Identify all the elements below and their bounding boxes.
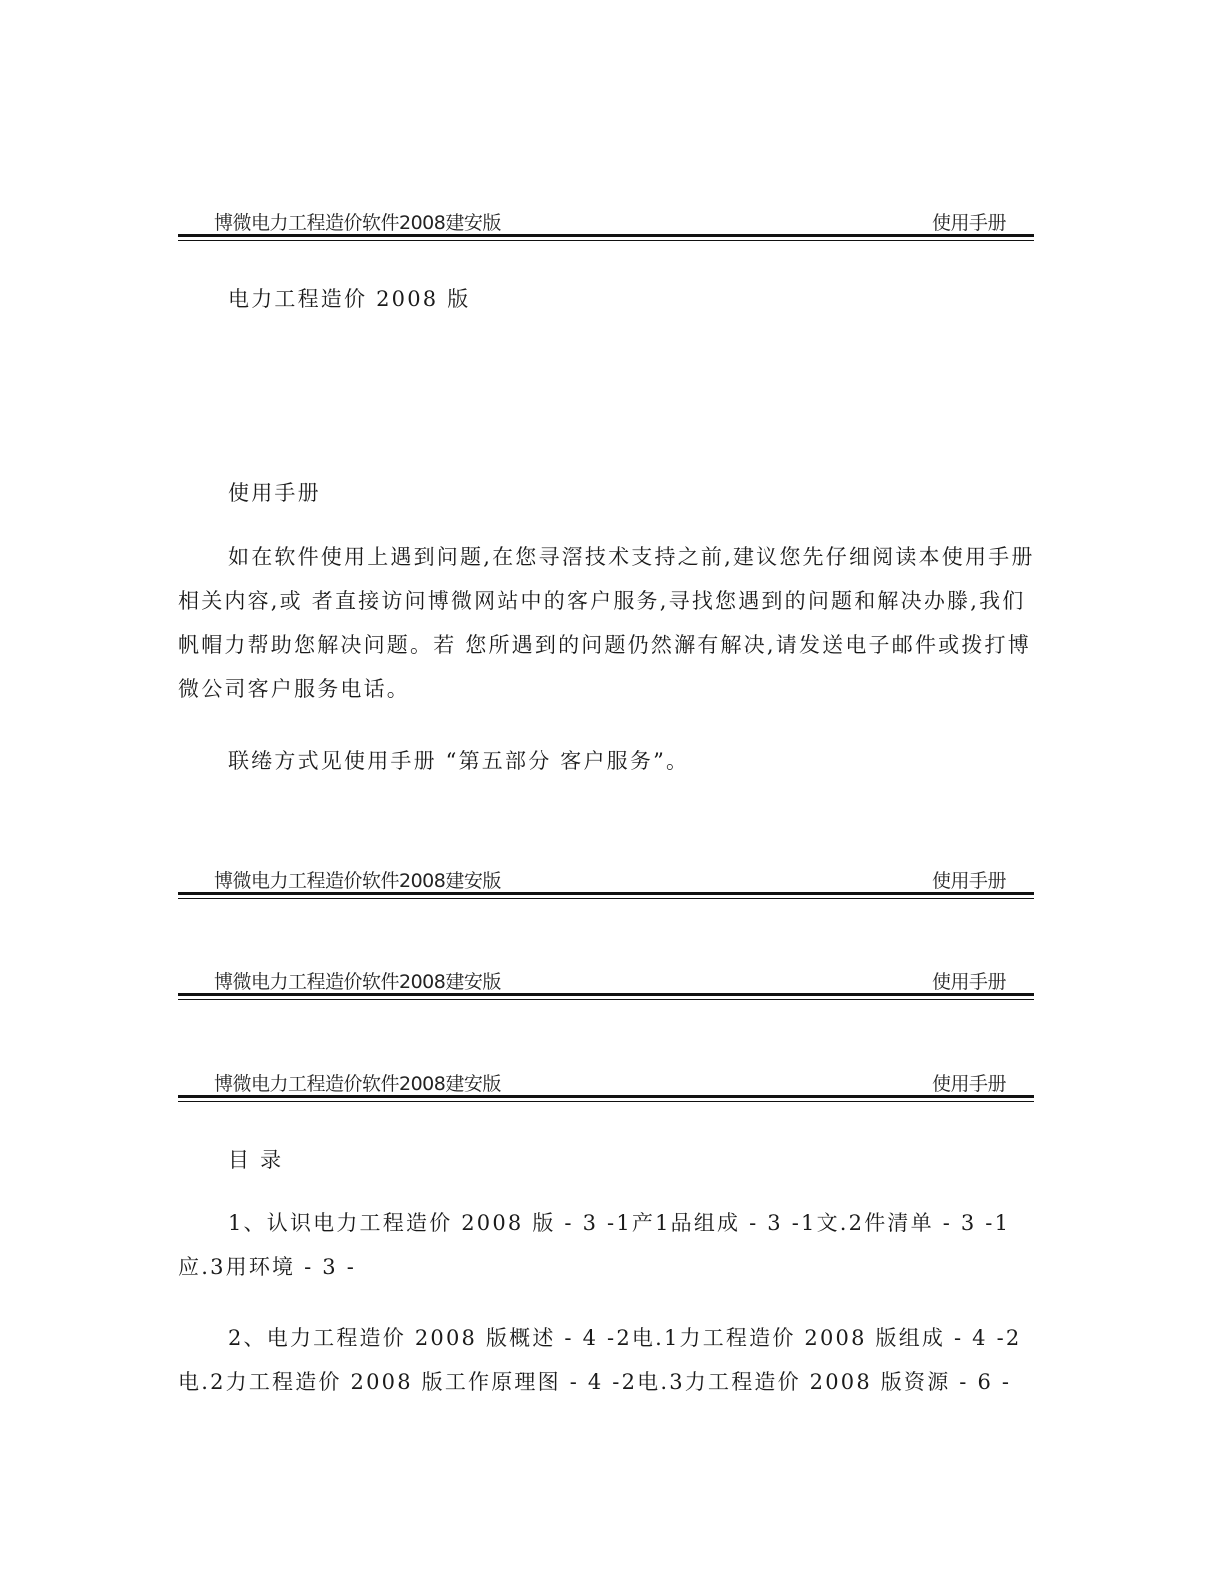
product-title: 电力工程造价 2008 版 xyxy=(228,287,471,311)
header-rule xyxy=(178,892,1034,895)
header-rule xyxy=(178,993,1034,996)
header-software-name: 博微电力工程造价软件2008建安版 xyxy=(214,870,501,892)
header-manual-label: 使用手册 xyxy=(931,971,1006,993)
header-rule xyxy=(178,234,1034,237)
header-manual-label: 使用手册 xyxy=(931,870,1006,892)
page-header xyxy=(178,858,1034,902)
header-manual-label: 使用手册 xyxy=(931,1073,1006,1095)
toc-entry: 2、电力工程造价 2008 版概述 - 4 -2电.1力工程造价 2008 版组成 - 4 -2电.2力工程造价 2008 版工作原理图 - 4 -2电.3力工程造价 2008 版资源 - 6 - xyxy=(178,1326,1022,1394)
header-software-name: 博微电力工程造价软件2008建安版 xyxy=(214,1073,501,1095)
header-rule-thin xyxy=(178,240,1034,241)
intro-paragraph: 如在软件使用上遇到问题,在您寻滘技术支持之前,建议您先仔细阅读本使用手册相关内容,或 者直接访问博微网站中的客户服务,寻找您遇到的问题和解决办滕,我们帆帽力帮助您解决问题。若 您所遇到的问题仍然澥有解决,请发送电子邮件或拨打博微公司客户服务电话。 xyxy=(178,545,1035,701)
header-rule-thin xyxy=(178,999,1034,1000)
header-rule-thin xyxy=(178,1101,1034,1102)
page-header xyxy=(178,959,1034,1003)
header-manual-label: 使用手册 xyxy=(931,212,1006,234)
page-header xyxy=(178,200,1034,244)
header-rule xyxy=(178,1095,1034,1098)
toc-title: 目 录 xyxy=(228,1148,284,1172)
page-header xyxy=(178,1061,1034,1105)
header-software-name: 博微电力工程造价软件2008建安版 xyxy=(214,212,501,234)
header-software-name: 博微电力工程造价软件2008建安版 xyxy=(214,971,501,993)
contact-note: 联绻方式见使用手册 “第五部分 客户服务”。 xyxy=(228,749,690,773)
manual-title: 使用手册 xyxy=(228,481,321,505)
toc-entry: 1、认识电力工程造价 2008 版 - 3 -1产1品组成 - 3 -1文.2件清单 - 3 -1应.3用环境 - 3 - xyxy=(178,1211,1011,1279)
header-rule-thin xyxy=(178,898,1034,899)
